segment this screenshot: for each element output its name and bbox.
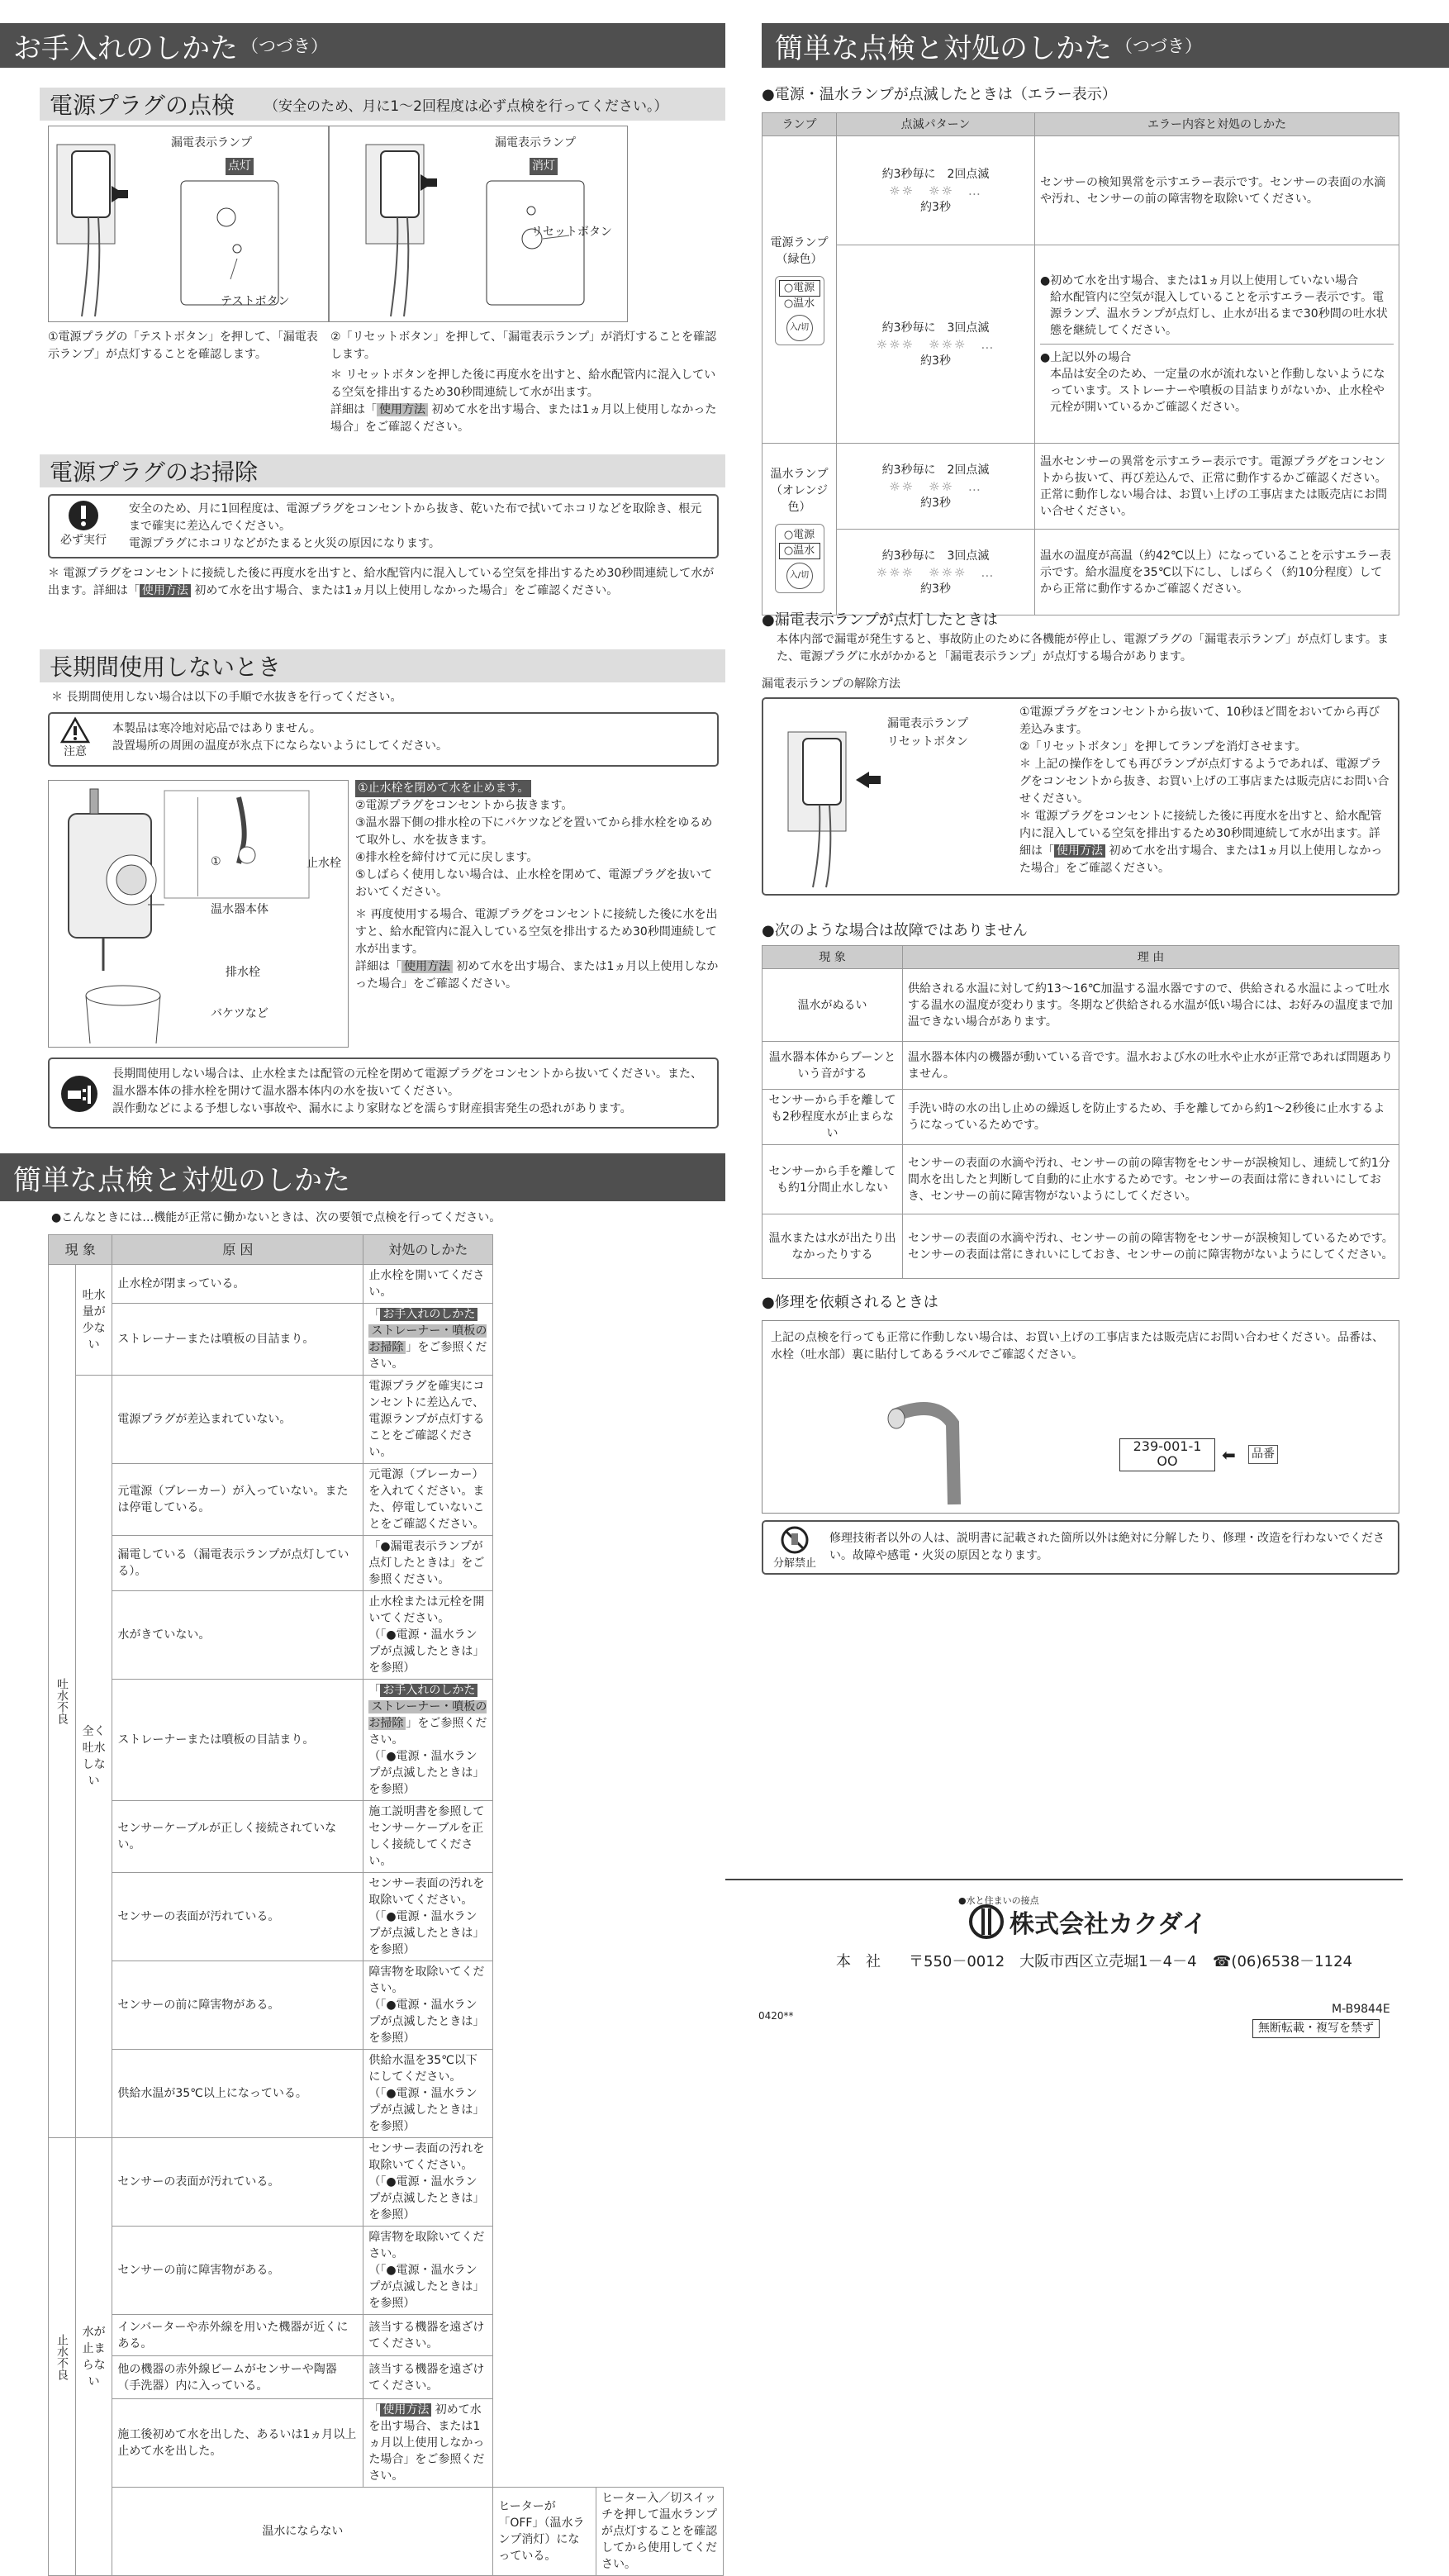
inspect-intro: ●こんなときには…機能が正常に働かないときは、次の要領で点検を行ってください。: [51, 1211, 501, 1224]
cause: ストレーナーまたは噴板の目詰まり。: [112, 1304, 363, 1376]
cause: 漏電している（漏電表示ランプが点灯している）。: [112, 1536, 363, 1591]
drain-step: ④排水栓を締付けて元に戻します。: [355, 851, 539, 864]
interval-label: 約3秒: [920, 200, 951, 214]
blink-dots: ☼☼ ☼☼ …: [889, 183, 982, 198]
note-pre: 詳細は「: [330, 403, 377, 416]
fix-line-2: （「●電源・温水ランプが点滅したときは」を参照）: [368, 1910, 485, 1956]
content-line: 本品は安全のため、一定量の水が流れないと作動しないようになっています。ストレーナーや噴板の目詰まりがないか、止水栓や元栓が開いているかご確認ください。: [1050, 368, 1385, 414]
company-logo: [968, 1903, 1207, 1940]
banner-title: お手入れのしかた: [13, 31, 238, 65]
lamp-panel: [775, 524, 824, 593]
normal-table-wrap: [762, 945, 1399, 1279]
reason: 供給される水温に対して約13～16℃加温する温水器ですので、供給される水温によって吐水する温水の温度が変わります。冬期など供給される水温が低い場合には、お好みの温度まで加温できない場合があります。: [903, 969, 1399, 1042]
fix: [363, 1304, 493, 1376]
fix-pre: 「: [368, 1684, 381, 1697]
leak-step: ②「リセットボタン」を押してランプを消灯させます。: [1019, 740, 1307, 753]
warning-triangle-icon: [60, 717, 90, 744]
fix: [363, 2399, 493, 2488]
test-button-label: テストボタン: [221, 295, 290, 308]
fix-pre: 「: [368, 1308, 381, 1321]
table-row: [763, 245, 1399, 444]
repair-title: ●修理を依頼されるときは: [762, 1294, 938, 1311]
fix-post: 」をご参照ください。: [368, 1341, 487, 1371]
leak-step: ①電源プラグをコンセントから抜いて、10秒ほど間をおいてから再び差込みます。: [1019, 706, 1380, 736]
leak-lamp-label: 漏電表示ランプ: [887, 717, 968, 730]
faucet-illustration: [886, 1390, 986, 1506]
drain-step: ①止水栓を閉めて水を止めます。: [355, 780, 531, 797]
company-tel: ☎(06)6538－1124: [1213, 1953, 1352, 1970]
company-tagline: ●水と住まいの接点: [958, 1895, 1039, 1906]
cause: 他の機器の赤外線ビームがセンサーや陶器（手洗器）内に入っている。: [112, 2356, 363, 2399]
no-disassembly-icon: [780, 1525, 810, 1555]
error-content: 温水センサーの異常を示すエラー表示です。電源プラグをコンセントから抜いて、再び差込んで、正常に動作するかご確認ください。正常に動作しない場合は、お買い上げの工事店または販売店にお問い合せください。: [1035, 444, 1399, 530]
table-row: [49, 1801, 724, 1873]
caution-line-2: 設置場所の周囲の温度が氷点下にならないようにしてください。: [112, 739, 448, 753]
fix-post: 」をご参照ください。: [368, 1717, 487, 1747]
plug-note: [330, 367, 719, 436]
label-line-2: OO: [1157, 1453, 1178, 1469]
note-text: ＊ リセットボタンを押した後に再度水を出すと、給水配管内に混入している空気を排出するため30秒間連続して水が出ます。: [330, 368, 716, 399]
table-row: [49, 2356, 724, 2399]
section-title: 電源プラグのお掃除: [50, 459, 259, 486]
cause: 施工後初めて水を出した、あるいは1ヵ月以上止めて水を出した。: [112, 2399, 363, 2488]
fix: ヒーター入／切スイッチを押して温水ランプが点灯することを確認してから使用してください。: [596, 2488, 723, 2576]
table-row: [49, 1376, 724, 1464]
leak-title: ●漏電表示ランプが点灯したときは: [762, 611, 998, 629]
panel-hot: ○温水: [783, 297, 815, 310]
drain-label: 排水栓: [226, 966, 260, 979]
error-table: [762, 112, 1399, 615]
on-off-button: 入/切: [786, 315, 813, 341]
fix-highlight-2: ストレーナー・噴板のお掃除: [368, 1700, 487, 1730]
cause: センサーの表面が汚れている。: [112, 1873, 363, 1961]
table-row: [763, 1090, 1399, 1145]
phenomenon: 全く吐水しない: [76, 1376, 112, 2138]
drain-step: ③温水器下側の排水栓の下にバケツなどを置いてから排水栓をゆるめて取外し、水を抜きます。: [355, 816, 713, 847]
plug-reset-illustration: [330, 126, 625, 320]
fix-line-2: （「●電源・温水ランプが点滅したときは」を参照）: [368, 2264, 485, 2310]
phenomenon: 吐水量が少ない: [76, 1265, 112, 1376]
cause: ヒーターが「OFF」（温水ランプ消灯）になっている。: [493, 2488, 596, 2576]
company-hq: 本 社: [836, 1953, 881, 1970]
panel-power: ○電源: [783, 528, 815, 541]
blink-dots: ☼☼☼ ☼☼☼ …: [876, 564, 995, 580]
note-post: 初めて水を出す場合、または1ヵ月以上使用しなかった場合」をご確認ください。: [355, 960, 719, 991]
table-row: [49, 1536, 724, 1591]
valve-label: 止水栓: [306, 857, 341, 870]
table-row: [49, 1265, 724, 1304]
warning-text: [112, 1066, 707, 1118]
fix-highlight-2: ストレーナー・噴板のお掃除: [368, 1324, 487, 1354]
table-row: [763, 136, 1399, 245]
error-content: [1035, 245, 1399, 444]
plug-check-heading: [40, 88, 725, 121]
content-line: ●初めて水を出す場合、または1ヵ月以上使用していない場合: [1040, 274, 1359, 288]
long-term-heading: [40, 649, 725, 682]
left-banner: [0, 23, 725, 68]
fix-line: 止水栓または元栓を開いてください。: [368, 1595, 485, 1625]
caution-label: 注意: [64, 745, 87, 758]
table-row: [49, 1591, 724, 1680]
table-row: [763, 530, 1399, 615]
banner-sub: （つづき）: [241, 36, 328, 56]
table-row: [763, 1042, 1399, 1090]
fix: [363, 1873, 493, 1961]
content-line: 給水配管内に空気が混入していることを示すエラー表示です。電源ランプ、温水ランプが点灯し、止水が出るまで30秒間の吐水状態を継続してください。: [1050, 291, 1388, 337]
drain-steps: [355, 780, 719, 993]
fix-line-2: （「●電源・温水ランプが点滅したときは」を参照）: [368, 2175, 485, 2222]
leak-text: 本体内部で漏電が発生すると、事故防止のために各機能が停止し、電源プラグの「漏電表示ランプ」が点灯します。また、電源プラグに水がかかると「漏電表示ランプ」が点灯する場合があります。: [777, 633, 1389, 663]
leak-subtitle: 漏電表示ランプの解除方法: [762, 677, 900, 691]
note-post: 初めて水を出す場合、または1ヵ月以上使用しなかった場合」をご確認ください。: [330, 403, 717, 434]
table-row: [49, 1464, 724, 1536]
fix: 電源プラグを確実にコンセントに差込んで、電源ランプが点灯することをご確認ください。: [363, 1376, 493, 1464]
table-row: [49, 2315, 724, 2356]
on-off-button: 入/切: [786, 563, 813, 589]
table-row: [49, 2488, 724, 2576]
must-do-label: 必ず実行: [60, 534, 107, 547]
must-do-icon-wrap: [55, 499, 112, 549]
col-phenomenon: 現 象: [49, 1235, 112, 1265]
plug-figure-1: [48, 126, 329, 322]
reset-button-label: リセットボタン: [531, 226, 612, 239]
leak-note: ＊ 上記の操作をしても再びランプが点灯するようであれば、電源プラグをコンセントから抜き、お買い上げの工事店または販売店にお問い合せください。: [1019, 758, 1390, 806]
section-title: 電源プラグの点検: [50, 92, 235, 119]
fix: [363, 2138, 493, 2227]
phenomenon: 温水がぬるい: [763, 969, 903, 1042]
clean-text-1: 安全のため、月に1回程度は、電源プラグをコンセントから抜き、乾いた布で拭いてホコリなどを取除き、根元まで確実に差込んでください。: [129, 502, 702, 533]
inspect-banner: [0, 1153, 725, 1201]
panel-power: ○電源: [779, 280, 820, 297]
note-highlight: 使用方法: [377, 403, 428, 416]
cause: 供給水温が35℃以上になっている。: [112, 2050, 363, 2138]
blink-dots: ☼☼☼ ☼☼☼ …: [876, 336, 995, 352]
cause: センサーの前に障害物がある。: [112, 1961, 363, 2050]
cause: 水がきていない。: [112, 1591, 363, 1680]
plug-step-1: ①電源プラグの「テストボタン」を押して、「漏電表示ランプ」が点灯することを確認します。: [48, 330, 318, 361]
fix-post: 初めて水を出す場合、または1ヵ月以上使用しなかった場合」をご参照ください。: [368, 2403, 485, 2483]
pattern-label: 約3秒毎に 2回点滅: [881, 463, 990, 477]
interval-label: 約3秒: [920, 496, 951, 510]
fix: [363, 2050, 493, 2138]
kakudai-logo-icon: [968, 1903, 1005, 1940]
lamp-state-on: 点灯: [226, 158, 254, 175]
arrow-left-icon: ⬅: [1222, 1445, 1236, 1465]
content-line: ●上記以外の場合: [1040, 344, 1394, 366]
table-row: [763, 1145, 1399, 1214]
must-do-text: [129, 501, 707, 553]
lamp-cell: [763, 136, 837, 444]
note-post: 初めて水を出す場合、または1ヵ月以上使用しなかった場合」をご確認ください。: [190, 584, 619, 597]
table-row: [763, 1214, 1399, 1279]
caution-line-1: 本製品は寒冷地対応品ではありません。: [112, 722, 321, 735]
disassembly-box: [762, 1520, 1399, 1575]
note-highlight: 使用方法: [140, 584, 191, 597]
fix-line-2: （「●電源・温水ランプが点滅したときは」を参照）: [368, 1628, 485, 1675]
reuse-note: ＊ 再度使用する場合、電源プラグをコンセントに接続した後に水を出すと、給水配管内に混入している空気を排出するため30秒間連続して水が出ます。: [355, 908, 718, 956]
group-label: 止水不良: [49, 2138, 76, 2576]
note-post: 初めて水を出す場合、または1ヵ月以上使用しなかった場合」をご確認ください。: [1019, 844, 1383, 875]
unplug-icon: [59, 1074, 99, 1114]
phenomenon: 温水器本体からブーンという音がする: [763, 1042, 903, 1090]
table-row: [49, 1304, 724, 1376]
plug-figure-2: [329, 126, 628, 322]
product-label: [1119, 1438, 1215, 1471]
reason: センサーの表面の水滴や汚れ、センサーの前の障害物をセンサーが誤検知し、連続して約1分間水を出したと判断して自動的に止水するためです。センサーの表面は常にきれいにしておき、センサーの前に障害物がないようにしてください。: [903, 1145, 1399, 1214]
table-row: [49, 2138, 724, 2227]
fix-line: センサー表面の汚れを取除いてください。: [368, 1877, 485, 1907]
interval-label: 約3秒: [920, 582, 951, 596]
fix-line-2: （「●電源・温水ランプが点滅したときは」を参照）: [368, 1750, 485, 1796]
caution-text: [112, 720, 707, 755]
reason: センサーの表面の水滴や汚れ、センサーの前の障害物をセンサーが誤検知しているためです。センサーの表面は常にきれいにしておき、センサーの前に障害物がないようにしてください。: [903, 1214, 1399, 1279]
circle-one: ①: [211, 855, 221, 868]
table-row: [763, 444, 1399, 530]
table-row: [49, 2399, 724, 2488]
warning-line-2: 誤作動などによる予想しない事故や、漏水により家財などを濡らす財産損害発生の恐れがあります。: [112, 1102, 632, 1115]
leak-box: [762, 697, 1399, 896]
lamp-label: 漏電表示ランプ: [171, 136, 252, 150]
fix-pre: 「: [368, 2403, 381, 2417]
doc-number: M-B9844E: [1332, 2003, 1390, 2016]
leak-steps: [1019, 704, 1391, 877]
banner-title: 簡単な点検と対処のしかた: [13, 1163, 350, 1197]
table-row: [49, 1873, 724, 1961]
col-lamp: ランプ: [763, 113, 837, 136]
long-term-note: ＊ 長期間使用しない場合は以下の手順で水抜きを行ってください。: [51, 691, 402, 704]
copyright-notice: 無断転載・複写を禁ず: [1252, 2019, 1380, 2038]
lamp-state-off: 消灯: [530, 158, 558, 175]
fix: 施工説明書を参照してセンサーケーブルを正しく接続してください。: [363, 1801, 493, 1873]
phenomenon: 温水または水が出たり出なかったりする: [763, 1214, 903, 1279]
note-pre: 詳細は「: [355, 960, 401, 973]
error-title: ●電源・温水ランプが点滅したときは（エラー表示）: [762, 86, 1117, 103]
fix-highlight: 使用方法: [380, 2403, 431, 2417]
reason: 温水器本体内の機器が動いている音です。温水および水の吐水や止水が正常であれば問題ありません。: [903, 1042, 1399, 1090]
note-highlight: 使用方法: [1054, 844, 1105, 858]
must-do-box: [48, 494, 719, 558]
reason: 手洗い時の水の出し止めの繰返しを防止するため、手を離してから約1～2秒後に止水するようになっているためです。: [903, 1090, 1399, 1145]
fix: 該当する機器を遠ざけてください。: [363, 2315, 493, 2356]
company-name: 株式会社カクダイ: [1010, 1910, 1207, 1939]
cause: センサーケーブルが正しく接続されていない。: [112, 1801, 363, 1873]
fix: 止水栓を開いてください。: [363, 1265, 493, 1304]
clean-text-2: 電源プラグにホコリなどがたまると火災の原因になります。: [129, 537, 440, 550]
phenomenon: 温水にならない: [112, 2488, 493, 2576]
fix: [363, 1591, 493, 1680]
cause: ストレーナーまたは噴板の目詰まり。: [112, 1680, 363, 1801]
pattern-cell: [837, 136, 1035, 245]
lamp-panel: [775, 276, 824, 345]
bucket-label: バケツなど: [211, 1007, 268, 1020]
footer-divider: [725, 1879, 1403, 1880]
drain-step: ②電源プラグをコンセントから抜きます。: [355, 799, 573, 812]
disassembly-text: 修理技術者以外の人は、説明書に記載された箇所以外は絶対に分解したり、修理・改造を行わないでください。故障や感電・火災の原因となります。: [829, 1532, 1385, 1562]
leak-reset-label: リセットボタン: [887, 735, 968, 749]
col-fix: 対処のしかた: [363, 1235, 493, 1265]
table-row: [763, 969, 1399, 1042]
fix-line: 供給水温を35℃以下にしてください。: [368, 2054, 477, 2084]
group-label: 吐水不良: [49, 1265, 76, 2138]
pattern-cell: [837, 444, 1035, 530]
fix: [363, 2227, 493, 2315]
plug-test-illustration: [49, 126, 326, 320]
phenomenon: 水が止まらない: [76, 2138, 112, 2576]
col-reason: 理 由: [903, 946, 1399, 969]
table-row: [49, 1961, 724, 2050]
drain-step: ⑤しばらく使用しない場合は、止水栓を閉めて、電源プラグを抜いておいてください。: [355, 868, 713, 899]
drain-figure: [48, 780, 349, 1048]
fix-line-2: （「●電源・温水ランプが点滅したときは」を参照）: [368, 2087, 485, 2133]
pattern-label: 約3秒毎に 3回点滅: [881, 321, 990, 335]
pattern-label: 約3秒毎に 3回点滅: [881, 549, 990, 563]
table-row: [49, 2050, 724, 2138]
power-lamp-label: 電源ランプ（緑色）: [770, 235, 829, 266]
blink-dots: ☼☼ ☼☼ …: [889, 478, 982, 494]
water-heater-illustration: [49, 781, 346, 1045]
inspect-table-wrap: [48, 1234, 724, 2576]
fix: 該当する機器を遠ざけてください。: [363, 2356, 493, 2399]
inspect-table: [48, 1234, 724, 2576]
phenomenon: センサーから手を離しても約1分間止水しない: [763, 1145, 903, 1214]
product-number-tag: 品番: [1248, 1445, 1278, 1464]
phenomenon: センサーから手を離しても2秒程度水が止まらない: [763, 1090, 903, 1145]
fix-line: センサー表面の汚れを取除いてください。: [368, 2142, 485, 2172]
section-title: 長期間使用しないとき: [50, 654, 282, 681]
warning-line-1: 長期間使用しない場合は、止水栓または配管の元栓を閉めて電源プラグをコンセントから抜いてください。また、温水器本体の排水栓を開けて温水器本体内の水を抜いてください。: [112, 1067, 702, 1098]
panel-hot: ○温水: [779, 543, 820, 559]
error-content: 温水の温度が高温（約42℃以上）になっていることを示すエラー表示です。給水温度を35℃以下にし、しばらく（約10分程度）してから正常に動作するかご確認ください。: [1035, 530, 1399, 615]
cause: 止水栓が閉まっている。: [112, 1265, 363, 1304]
cause: インバーターや赤外線を用いた機器が近くにある。: [112, 2315, 363, 2356]
cause: センサーの表面が汚れている。: [112, 2138, 363, 2227]
cause: 電源プラグが差込まれていない。: [112, 1376, 363, 1464]
footer-code: 0420**: [758, 2010, 794, 2022]
caution-box: [48, 712, 719, 767]
note-highlight: 使用方法: [401, 960, 453, 973]
pattern-label: 約3秒毎に 2回点滅: [881, 167, 990, 181]
fix-line: 障害物を取除いてください。: [368, 1965, 485, 1995]
error-content: センサーの検知異常を示すエラー表示です。センサーの表面の水滴や汚れ、センサーの前の障害物を取除いてください。: [1035, 136, 1399, 245]
normal-table: [762, 945, 1399, 1279]
heater-label: 温水器本体: [211, 903, 268, 916]
fix: [363, 1680, 493, 1801]
table-row: [49, 2227, 724, 2315]
fix-highlight: お手入れのしかた: [380, 1684, 477, 1697]
disassembly-label: 分解禁止: [772, 1557, 816, 1570]
disassembly-icon-wrap: [768, 1525, 821, 1572]
lamp-label: 漏電表示ランプ: [495, 136, 576, 150]
fix: 「●漏電表示ランプが点灯したときは」をご参照ください。: [363, 1536, 493, 1591]
interval-label: 約3秒: [920, 354, 951, 368]
company-address: 〒550－0012 大阪市西区立売堀1－4－4: [909, 1953, 1197, 1970]
error-table-wrap: [762, 112, 1399, 615]
pattern-cell: [837, 530, 1035, 615]
hot-lamp-label: 温水ランプ（オレンジ色）: [770, 467, 829, 514]
right-banner: [762, 23, 1449, 68]
lamp-cell: [763, 444, 837, 615]
label-line-1: 239-001-1: [1133, 1438, 1202, 1454]
table-row: [49, 1680, 724, 1801]
pattern-cell: [837, 245, 1035, 444]
col-content: エラー内容と対処のしかた: [1035, 113, 1399, 136]
fix: 元電源（ブレーカー）を入れてください。また、停電していないことをご確認ください。: [363, 1464, 493, 1536]
banner-title: 簡単な点検と対処のしかた: [775, 31, 1112, 65]
warning-box: [48, 1057, 719, 1129]
col-phenomenon: 現 象: [763, 946, 903, 969]
col-pattern: 点滅パターン: [837, 113, 1035, 136]
banner-sub: （つづき）: [1115, 36, 1202, 56]
fix-line: 障害物を取除いてください。: [368, 2231, 485, 2260]
cause: 元電源（ブレーカー）が入っていない。または停電している。: [112, 1464, 363, 1536]
exclamation-icon: [67, 499, 100, 532]
col-cause: 原 因: [112, 1235, 363, 1265]
cause: センサーの前に障害物がある。: [112, 2227, 363, 2315]
section-subtitle: （安全のため、月に1～2回程度は必ず点検を行ってください。）: [264, 97, 668, 115]
caution-icon-wrap: [55, 717, 96, 761]
fix-highlight: お手入れのしかた: [380, 1308, 477, 1321]
plug-clean-note: [48, 565, 719, 600]
fix-line-2: （「●電源・温水ランプが点滅したときは」を参照）: [368, 1999, 485, 2045]
normal-title: ●次のような場合は故障ではありません: [762, 922, 1028, 939]
fix: [363, 1961, 493, 2050]
plug-step-2: ②「リセットボタン」を押して、「漏電表示ランプ」が消灯することを確認します。: [330, 330, 717, 361]
repair-box: [762, 1320, 1399, 1514]
plug-clean-heading: [40, 454, 725, 487]
repair-text: 上記の点検を行っても正常に作動しない場合は、お買い上げの工事店または販売店にお問い合わせください。品番は、水栓（吐水部）裏に貼付してあるラベルでご確認ください。: [771, 1331, 1384, 1362]
leak-note: ＊ 電源プラグをコンセントに接続した後に再度水を出すと、給水配管内に混入している空気を排出するため30秒間連続して水が出ます。詳細は「: [1019, 810, 1382, 858]
note-pre: ＊ 電源プラグをコンセントに接続した後に再度水を出すと、給水配管内に混入している空気を排出するため30秒間連続して水が出ます。詳細は「: [48, 567, 715, 597]
